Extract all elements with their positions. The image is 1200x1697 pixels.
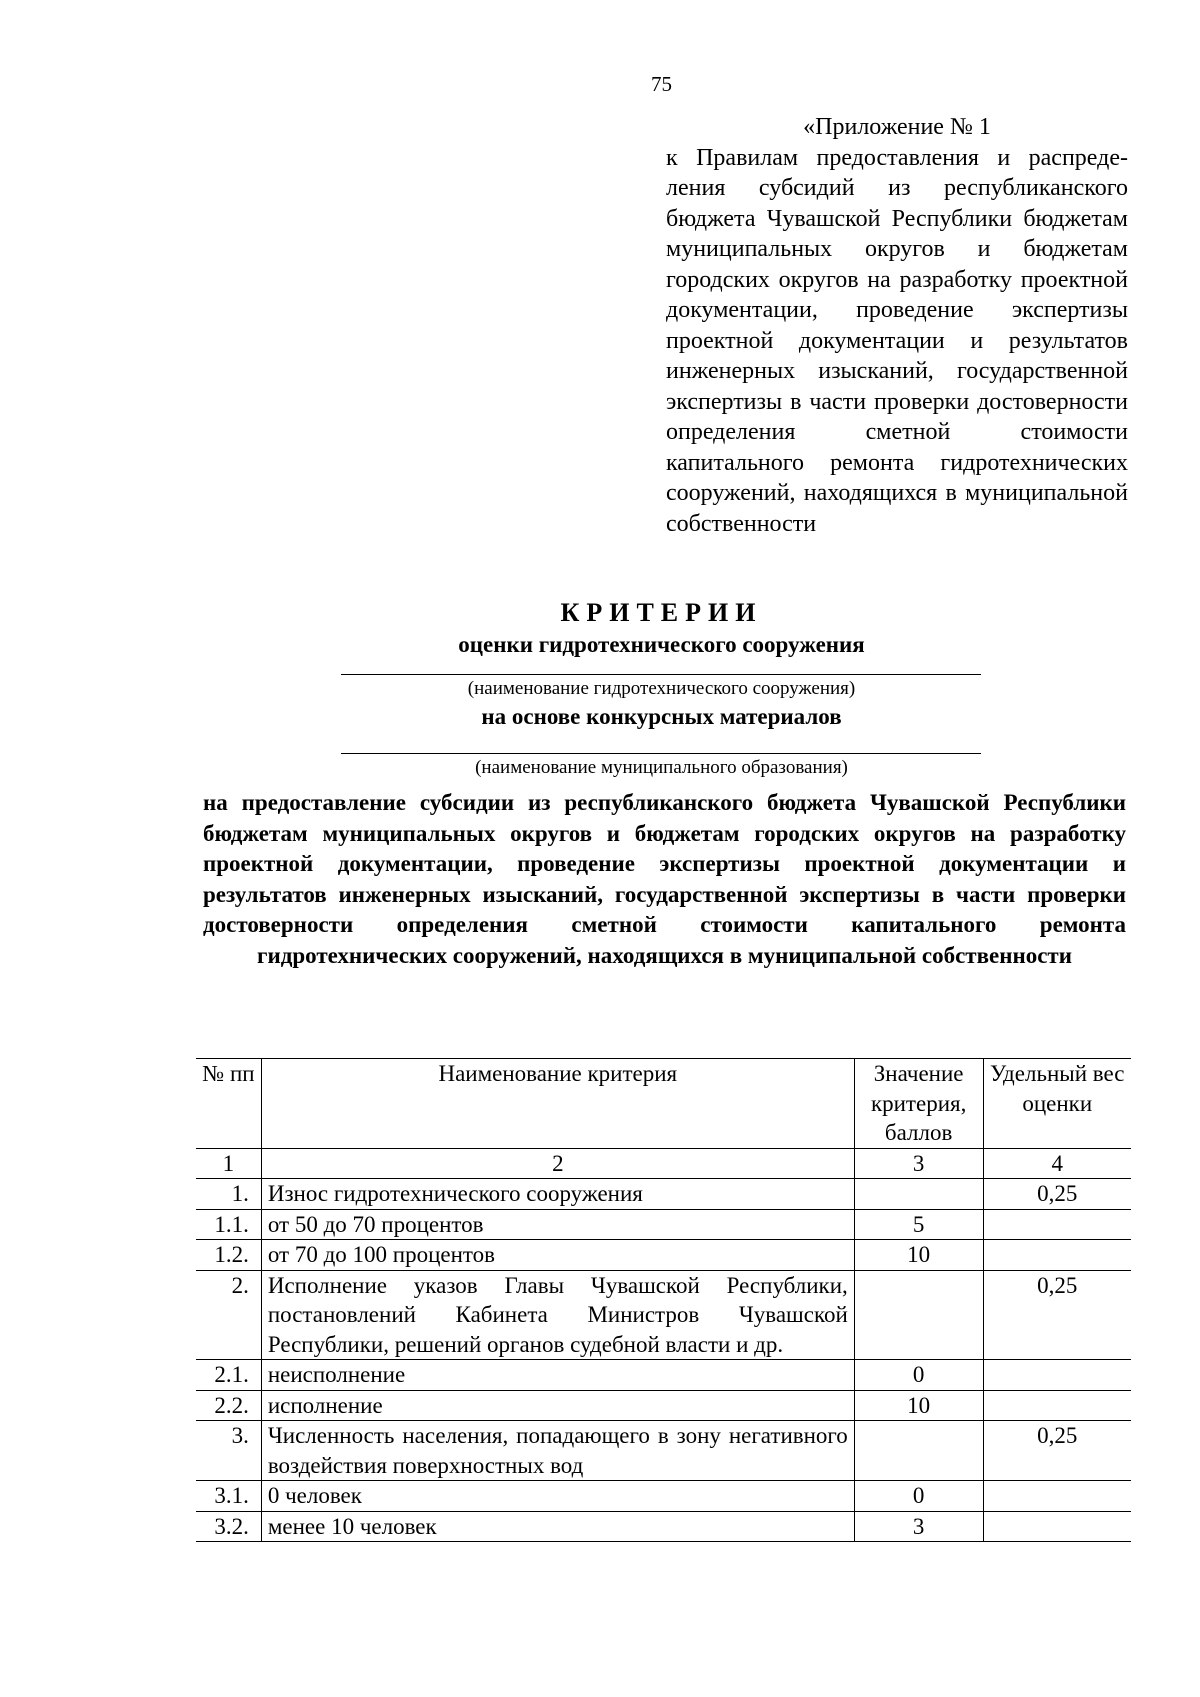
document-title: КРИТЕРИИ: [560, 598, 763, 627]
row-weight: 0,25: [983, 1421, 1131, 1481]
row-value: [854, 1421, 983, 1481]
row-value: [854, 1270, 983, 1360]
table-row: [196, 1179, 1131, 1210]
basis-line: на основе конкурсных материалов: [481, 704, 842, 729]
row-num: 2.: [196, 1270, 261, 1360]
header-num: № пп: [196, 1059, 261, 1149]
document-subtitle: оценки гидротехнического сооружения: [458, 632, 865, 657]
row-weight: [983, 1209, 1131, 1240]
header-weight: Удельный вес оценки: [983, 1059, 1131, 1149]
table-header-row: [196, 1059, 1131, 1149]
row-weight: [983, 1360, 1131, 1391]
row-num: 2.1.: [196, 1360, 261, 1391]
table-cell: 4: [983, 1148, 1131, 1179]
row-weight: [983, 1481, 1131, 1512]
table-cell: 1: [196, 1148, 261, 1179]
row-weight: 0,25: [983, 1270, 1131, 1360]
row-value: 10: [854, 1240, 983, 1271]
table-row: [196, 1511, 1131, 1542]
row-num: 1.: [196, 1179, 261, 1210]
row-name: 0 человек: [261, 1481, 854, 1512]
row-name: исполнение: [261, 1390, 854, 1421]
row-value: 0: [854, 1481, 983, 1512]
row-name: Износ гидротехнического сооружения: [261, 1179, 854, 1210]
row-num: 3.: [196, 1421, 261, 1481]
table-row: [196, 1360, 1131, 1391]
row-num: 2.2.: [196, 1390, 261, 1421]
criteria-table: [196, 1058, 1131, 1542]
table-row: [196, 1421, 1131, 1481]
row-num: 3.1.: [196, 1481, 261, 1512]
row-name: менее 10 человек: [261, 1511, 854, 1542]
row-num: 1.2.: [196, 1240, 261, 1271]
row-value: 10: [854, 1390, 983, 1421]
table-row: [196, 1390, 1131, 1421]
table-row: [196, 1240, 1131, 1271]
header-name: Наименование критерия: [261, 1059, 854, 1149]
table-row: [196, 1481, 1131, 1512]
page-number: 75: [651, 72, 672, 96]
appendix-block: [666, 112, 1128, 539]
row-value: 5: [854, 1209, 983, 1240]
municipality-name-fill-line: [341, 753, 981, 754]
column-index-row: [196, 1148, 1131, 1179]
row-weight: [983, 1390, 1131, 1421]
table-row: [196, 1209, 1131, 1240]
purpose-text: на предоставление субсидии из республиканского бюджета Чувашской Республики бюджетам муниципальных округов и бюджетам городских округов на разработку проектной документации, проведение экспертизы проектной документации и результатов инженерных изысканий, государственной экспертизы в части проверки достоверности определения сметной стоимости капитального ремонта гидротехнических сооружений, находящихся в муниципальной собственности: [203, 790, 1126, 968]
row-name: от 70 до 100 процентов: [261, 1240, 854, 1271]
structure-name-caption: (наименование гидротехнического сооружения): [467, 678, 856, 699]
header-value: Значение критерия, баллов: [854, 1059, 983, 1149]
table-cell: 2: [261, 1148, 854, 1179]
row-num: 1.1.: [196, 1209, 261, 1240]
appendix-body: к Правилам предоставления и распределения субсидий из республиканского бюджета Чувашской Республики бюджетам муниципальных округов и бюджетам городских округов на разработку проектной документации, проведение экспертизы проектной документации и результатов инженерных изысканий, государственной экспертизы в части проверки достоверности определения сметной стоимости капитального ремонта гидротехнических сооружений, находящихся в муниципальной собственности: [666, 144, 1128, 537]
appendix-title: «Приложение № 1: [803, 114, 991, 140]
row-value: [854, 1179, 983, 1210]
row-weight: 0,25: [983, 1179, 1131, 1210]
row-value: 0: [854, 1360, 983, 1391]
structure-name-fill-line: [341, 674, 981, 675]
row-weight: [983, 1240, 1131, 1271]
row-name: Численность населения, попадающего в зону негативного воздействия поверхностных вод: [261, 1421, 854, 1481]
row-name: неисполнение: [261, 1360, 854, 1391]
table-row: [196, 1270, 1131, 1360]
row-value: 3: [854, 1511, 983, 1542]
municipality-name-caption: (наименование муниципального образования): [475, 757, 848, 778]
table-cell: 3: [854, 1148, 983, 1179]
row-name: Исполнение указов Главы Чувашской Республики, постановлений Кабинета Министров Чувашской Республики, решений органов судебной власти и др.: [261, 1270, 854, 1360]
row-weight: [983, 1511, 1131, 1542]
row-name: от 50 до 70 процентов: [261, 1209, 854, 1240]
row-num: 3.2.: [196, 1511, 261, 1542]
